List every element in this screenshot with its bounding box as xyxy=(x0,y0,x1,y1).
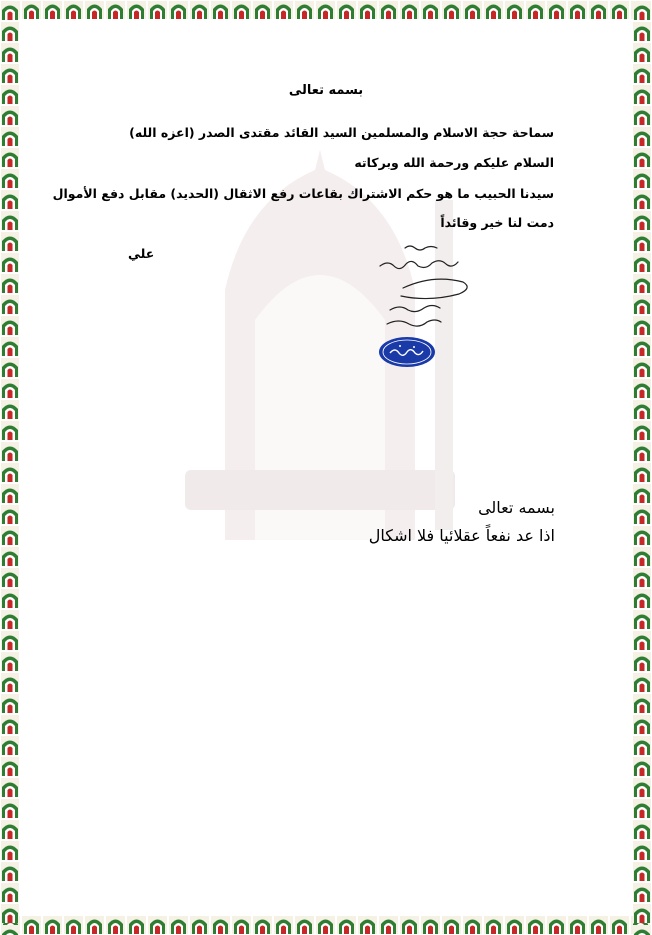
decorative-border-top xyxy=(0,0,652,20)
official-seal-stamp xyxy=(378,336,436,368)
asker-name: علي xyxy=(128,246,155,261)
decorative-border-left xyxy=(0,0,20,935)
letter-address: سماحة حجة الاسلام والمسلمين السيد القائد مقتدى الصدر (اعزه الله) xyxy=(129,125,554,140)
letter-greeting: السلام عليكم ورحمة الله وبركاته xyxy=(354,155,554,170)
letter-question: سيدنا الحبيب ما هو حكم الاشتراك بقاعات رفع الاثقال (الحديد) مقابل دفع الأموال xyxy=(52,186,554,201)
letter-heading: بسمه تعالى xyxy=(288,83,364,98)
answer-text: اذا عد نفعاً عقلائيا فلا اشكال xyxy=(368,526,555,545)
handwritten-signature xyxy=(375,238,475,338)
answer-heading: بسمه تعالى xyxy=(478,498,555,517)
decorative-border-right xyxy=(632,0,652,935)
decorative-border-bottom xyxy=(0,915,652,935)
letter-closing-wish: دمت لنا خير وقائداً xyxy=(440,215,554,230)
